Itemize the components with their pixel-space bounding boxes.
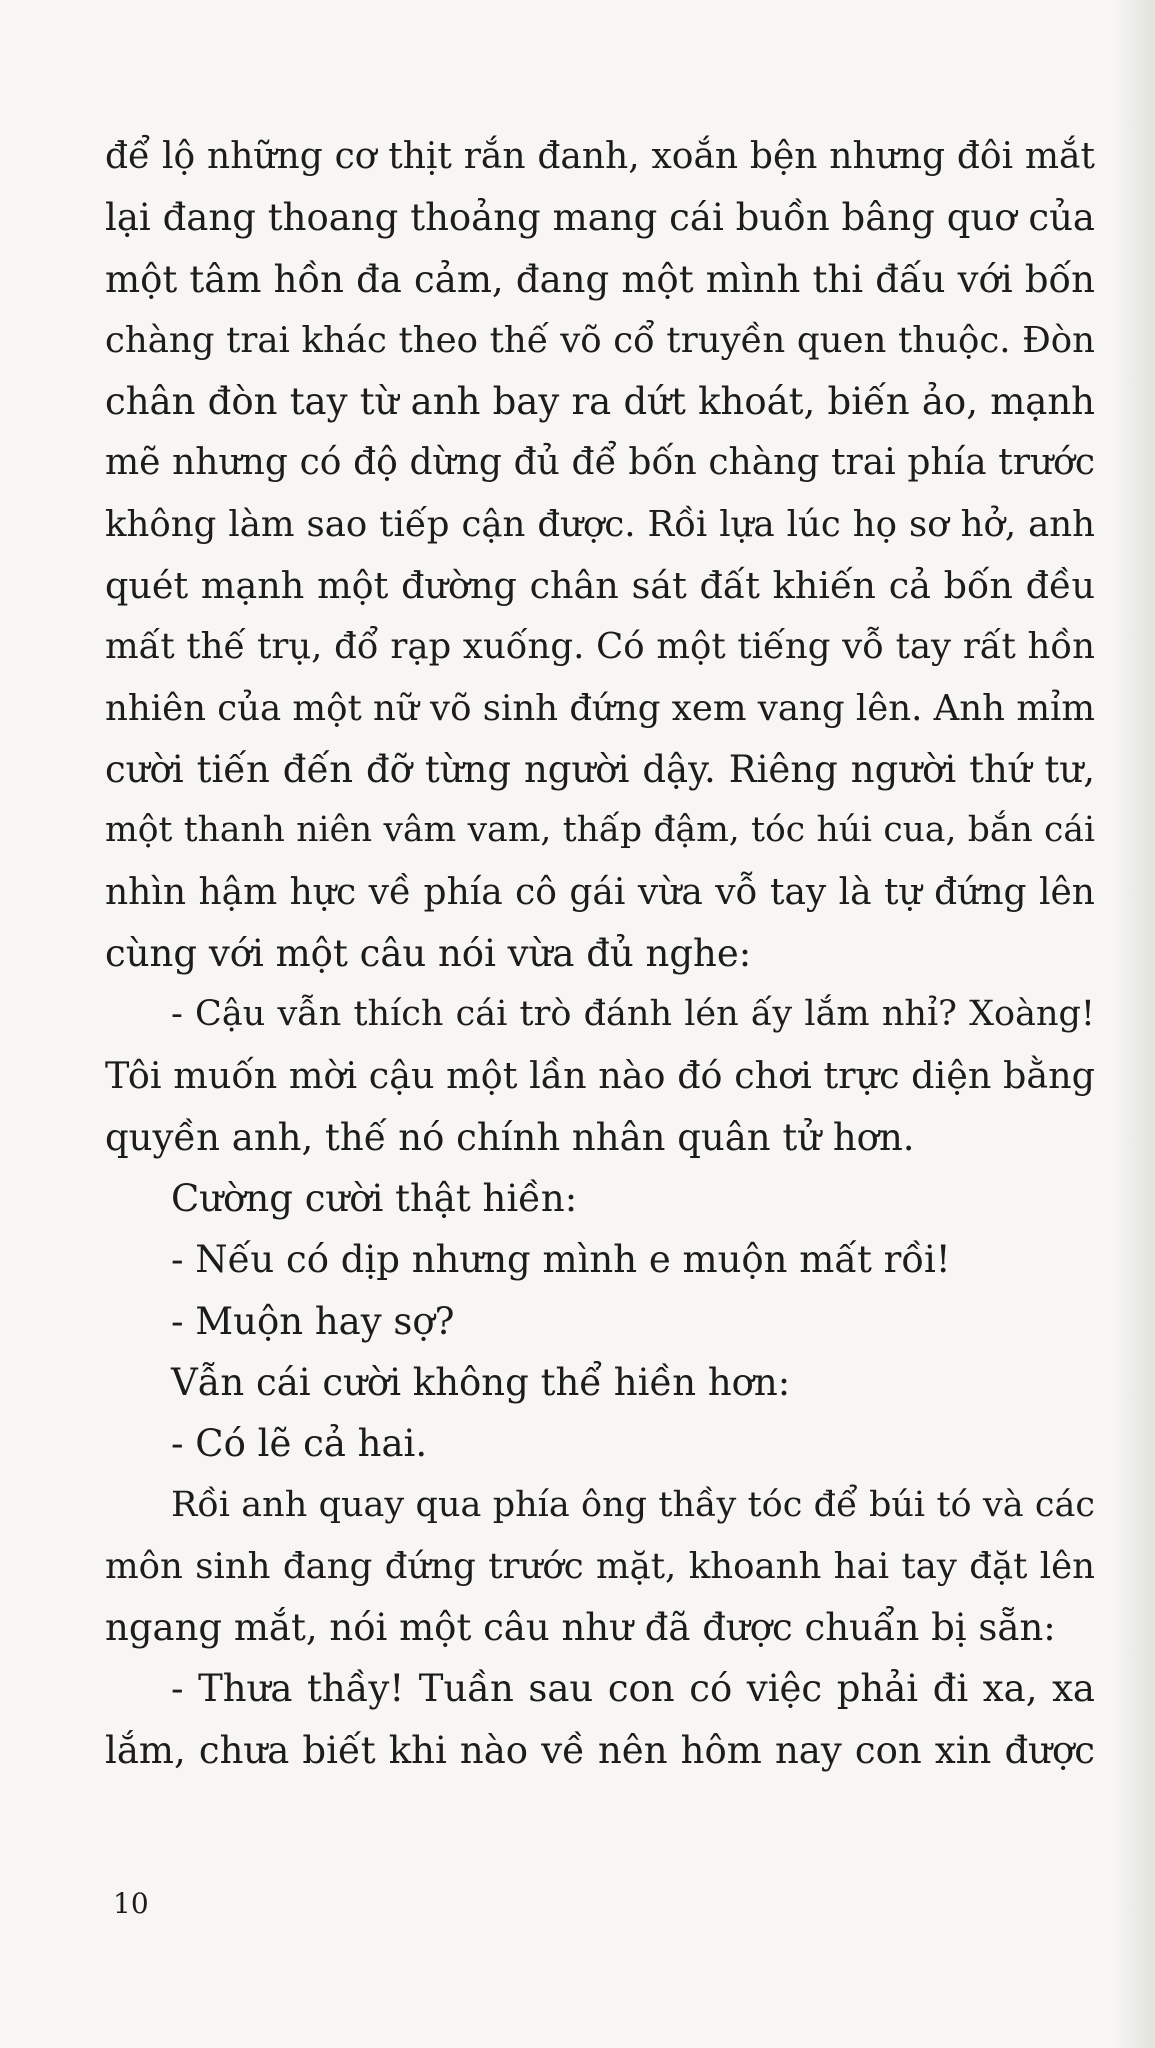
text-line: một thanh niên vâm vam, thấp đậm, tóc húi cua, bắn cái [105, 810, 1095, 851]
text-line: chàng trai khác theo thế võ cổ truyền quen thuộc. Đòn [105, 319, 1095, 361]
text-line: Rồi anh quay qua phía ông thầy tóc để búi tó và các [171, 1484, 1095, 1525]
text-line: nhiên của một nữ võ sinh đứng xem vang lên. Anh mỉm [105, 687, 1095, 729]
text-line: chân đòn tay từ anh bay ra dứt khoát, biến ảo, mạnh [105, 380, 1095, 424]
text-line: Tôi muốn mời cậu một lần nào đó chơi trực diện bằng [105, 1054, 1095, 1098]
text-line: Cường cười thật hiền: [171, 1177, 578, 1221]
text-line: quyền anh, thế nó chính nhân quân tử hơn. [105, 1115, 915, 1159]
text-line: - Có lẽ cả hai. [171, 1422, 428, 1466]
text-line: ngang mắt, nói một câu như đã được chuẩn bị sẵn: [105, 1606, 1056, 1650]
text-line: nhìn hậm hực về phía cô gái vừa vỗ tay là tự đứng lên [105, 871, 1095, 913]
text-line: - Thưa thầy! Tuần sau con có việc phải đi xa, xa [171, 1667, 1095, 1711]
body-text [105, 126, 1095, 1781]
text-line: không làm sao tiếp cận được. Rồi lựa lúc họ sơ hở, anh [105, 503, 1095, 545]
text-line: quét mạnh một đường chân sát đất khiến cả bốn đều [105, 564, 1095, 608]
text-line: môn sinh đang đứng trước mặt, khoanh hai tay đặt lên [105, 1545, 1095, 1587]
text-line: để lộ những cơ thịt rắn đanh, xoắn bện nhưng đôi mắt [105, 136, 1095, 177]
text-line: Vẫn cái cười không thể hiền hơn: [171, 1360, 791, 1404]
text-line: cùng với một câu nói vừa đủ nghe: [105, 931, 752, 975]
text-line: - Muộn hay sợ? [171, 1299, 455, 1343]
text-line: một tâm hồn đa cảm, đang một mình thi đấu với bốn [105, 257, 1095, 301]
text-line: - Cậu vẫn thích cái trò đánh lén ấy lắm nhỉ? Xoàng! [171, 994, 1095, 1035]
page-edge-shadow [1113, 0, 1155, 2048]
text-line: mẽ nhưng có độ dừng đủ để bốn chàng trai phía trước [105, 442, 1095, 484]
text-line: cười tiến đến đỡ từng người dậy. Riêng người thứ tư, [105, 747, 1095, 791]
page-number: 10 [113, 1887, 149, 1920]
text-line: - Nếu có dịp nhưng mình e muộn mất rồi! [171, 1238, 951, 1282]
text-line: lắm, chưa biết khi nào về nên hôm nay con xin được [105, 1728, 1095, 1772]
text-line: lại đang thoang thoảng mang cái buồn bâng quơ của [105, 196, 1095, 240]
text-line: mất thế trụ, đổ rạp xuống. Có một tiếng vỗ tay rất hồn [105, 626, 1095, 668]
